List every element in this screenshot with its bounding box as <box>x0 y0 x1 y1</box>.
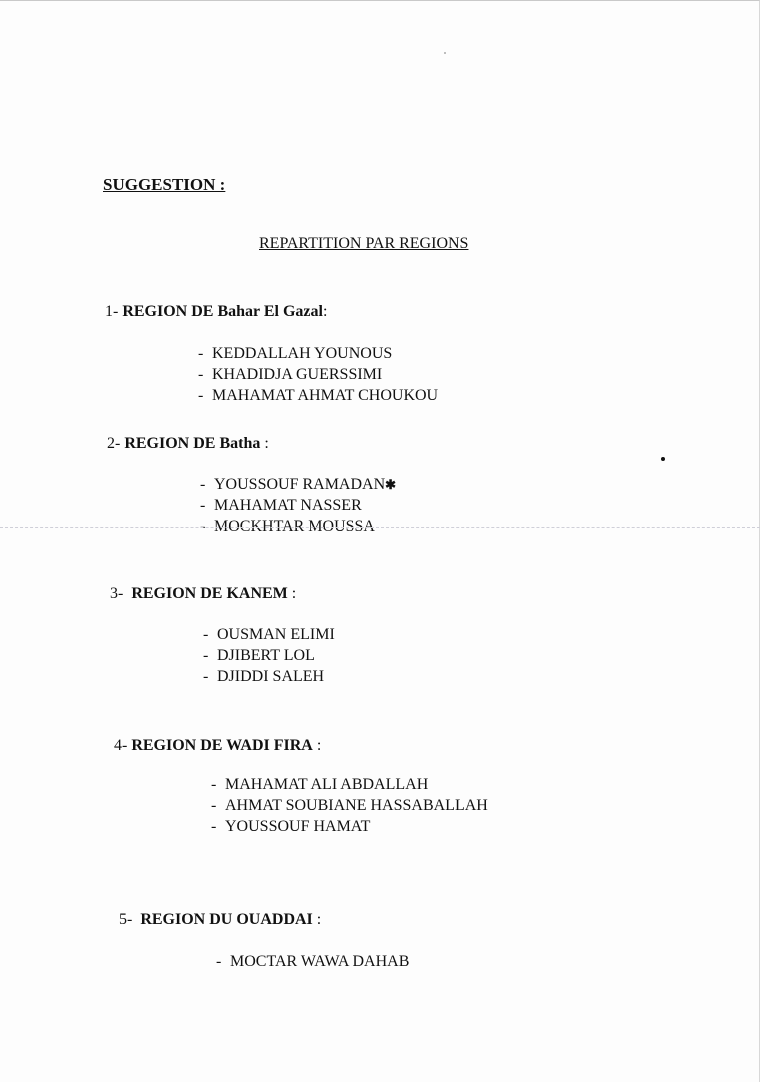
region-number: 3- <box>110 585 124 602</box>
list-item: - KEDDALLAH YOUNOUS <box>198 345 393 362</box>
list-item: - MAHAMAT AHMAT CHOUKOU <box>198 387 439 404</box>
document-heading: SUGGESTION : <box>103 175 226 194</box>
region-label: REGION DE Batha <box>124 435 261 452</box>
region-suffix: : <box>287 585 297 602</box>
region-number: 2- <box>107 435 121 452</box>
list-item: - MOCKHTAR MOUSSA <box>200 518 375 535</box>
region-5-names <box>216 951 409 972</box>
list-item: - MAHAMAT NASSER <box>200 497 362 514</box>
region-label: REGION DU OUADDAI <box>140 911 313 928</box>
region-1-title <box>105 303 327 321</box>
region-2-title <box>107 435 269 453</box>
list-item: - DJIBERT LOL <box>203 647 315 664</box>
region-1-names <box>198 343 438 406</box>
fold-line <box>0 527 760 528</box>
list-item: - YOUSSOUF RAMADAN ✱ <box>200 476 397 493</box>
region-suffix: : <box>260 435 269 452</box>
region-number: 5- <box>119 911 133 928</box>
region-label: REGION DE Bahar El Gazal <box>122 303 323 320</box>
region-4-names <box>211 774 488 837</box>
list-item: - KHADIDJA GUERSSIMI <box>198 366 383 383</box>
list-item: - YOUSSOUF HAMAT <box>211 818 371 835</box>
region-suffix: : <box>322 303 328 320</box>
ink-speck <box>444 52 446 54</box>
list-item: - MAHAMAT ALI ABDALLAH <box>211 776 429 793</box>
region-suffix: : <box>312 737 322 754</box>
region-number: 1- <box>105 303 119 320</box>
region-label: REGION DE WADI FIRA <box>131 737 313 754</box>
region-3-names <box>203 624 335 687</box>
region-suffix: : <box>312 911 322 928</box>
region-label: REGION DE KANEM <box>131 585 288 602</box>
document-subtitle: REPARTITION PAR REGIONS <box>259 235 469 252</box>
region-number: 4- <box>114 737 128 754</box>
ink-speck <box>661 457 665 461</box>
list-item: - AHMAT SOUBIANE HASSABALLAH <box>211 797 488 814</box>
region-3-title <box>110 585 296 603</box>
region-4-title <box>114 737 321 755</box>
asterisk-mark-icon: ✱ <box>385 477 397 492</box>
region-5-title <box>119 911 321 929</box>
list-item: - OUSMAN ELIMI <box>203 626 335 643</box>
list-item: - MOCTAR WAWA DAHAB <box>216 953 410 970</box>
list-item: - DJIDDI SALEH <box>203 668 325 685</box>
